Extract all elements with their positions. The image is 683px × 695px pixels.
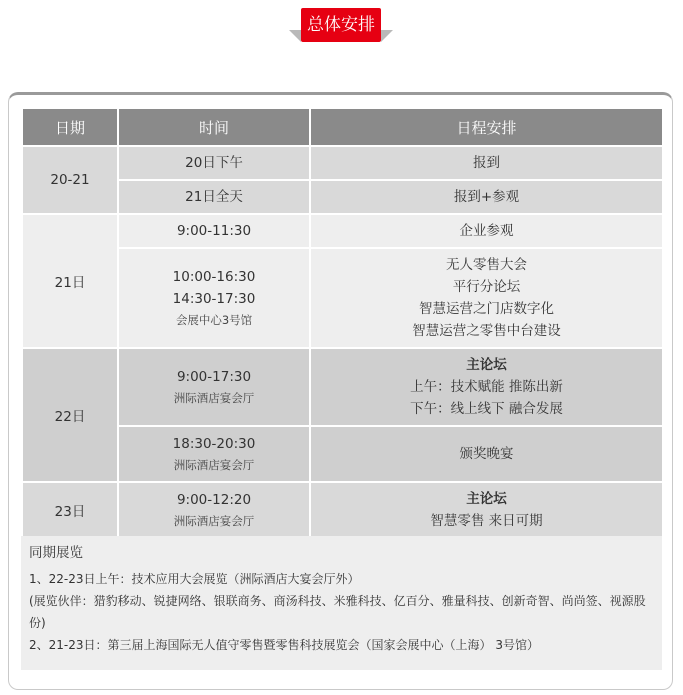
schedule-card xyxy=(8,92,673,690)
venue-label: 洲际酒店宴会厅 xyxy=(173,458,255,472)
table-row xyxy=(22,348,663,426)
schedule-cell: 无人零售大会 平行分论坛 智慧运营之门店数字化 智慧运营之零售中台建设 xyxy=(310,248,663,348)
schedule-cell: 企业参观 xyxy=(310,214,663,248)
time-cell: 9:00-17:30 洲际酒店宴会厅 xyxy=(118,348,310,426)
date-cell: 22日 xyxy=(22,348,118,482)
schedule-table xyxy=(21,107,664,539)
date-cell: 20-21 xyxy=(22,146,118,214)
time-cell: 21日全天 xyxy=(118,180,310,214)
header-time: 时间 xyxy=(118,108,310,146)
schedule-cell: 报到+参观 xyxy=(310,180,663,214)
time-cell: 9:00-12:20 洲际酒店宴会厅 xyxy=(118,482,310,538)
table-row xyxy=(22,214,663,248)
expo-line: 2、21-23日：第三届上海国际无人值守零售暨零售科技展览会（国家会展中心（上海） 3号馆） xyxy=(29,638,539,652)
table-header-row xyxy=(22,108,663,146)
ribbon-fold-left xyxy=(289,30,301,42)
concurrent-exhibitions xyxy=(21,536,662,670)
table-row xyxy=(22,248,663,348)
table-row xyxy=(22,482,663,538)
time-cell: 20日下午 xyxy=(118,146,310,180)
venue-label: 洲际酒店宴会厅 xyxy=(173,391,255,405)
time-cell: 10:00-16:30 14:30-17:30 会展中心3号馆 xyxy=(118,248,310,348)
expo-title: 同期展览 xyxy=(29,545,83,561)
schedule-cell: 颁奖晚宴 xyxy=(310,426,663,482)
schedule-title: 主论坛 xyxy=(466,357,507,373)
ribbon-fold-right xyxy=(381,30,393,42)
schedule-title: 主论坛 xyxy=(466,491,507,507)
section-title-ribbon xyxy=(289,8,393,44)
time-cell: 18:30-20:30 洲际酒店宴会厅 xyxy=(118,426,310,482)
header-schedule: 日程安排 xyxy=(310,108,663,146)
date-cell: 23日 xyxy=(22,482,118,538)
schedule-cell: 报到 xyxy=(310,146,663,180)
time-cell: 9:00-11:30 xyxy=(118,214,310,248)
table-row xyxy=(22,426,663,482)
expo-line: 1、22-23日上午：技术应用大会展览（洲际酒店大宴会厅外） xyxy=(29,572,360,586)
section-title: 总体安排 xyxy=(301,8,381,42)
table-row xyxy=(22,180,663,214)
header-date: 日期 xyxy=(22,108,118,146)
table-row xyxy=(22,146,663,180)
date-cell: 21日 xyxy=(22,214,118,348)
venue-label: 会展中心3号馆 xyxy=(175,313,253,327)
venue-label: 洲际酒店宴会厅 xyxy=(173,514,255,528)
schedule-cell: 主论坛 智慧零售 来日可期 xyxy=(310,482,663,538)
expo-line: (展览伙伴：猎豹移动、锐捷网络、银联商务、商汤科技、米雅科技、亿百分、雅量科技、创新奇智、尚尚签、视源股 xyxy=(29,594,646,608)
expo-line: 份) xyxy=(29,616,46,630)
schedule-cell: 主论坛 上午：技术赋能 推陈出新 下午：线上线下 融合发展 xyxy=(310,348,663,426)
